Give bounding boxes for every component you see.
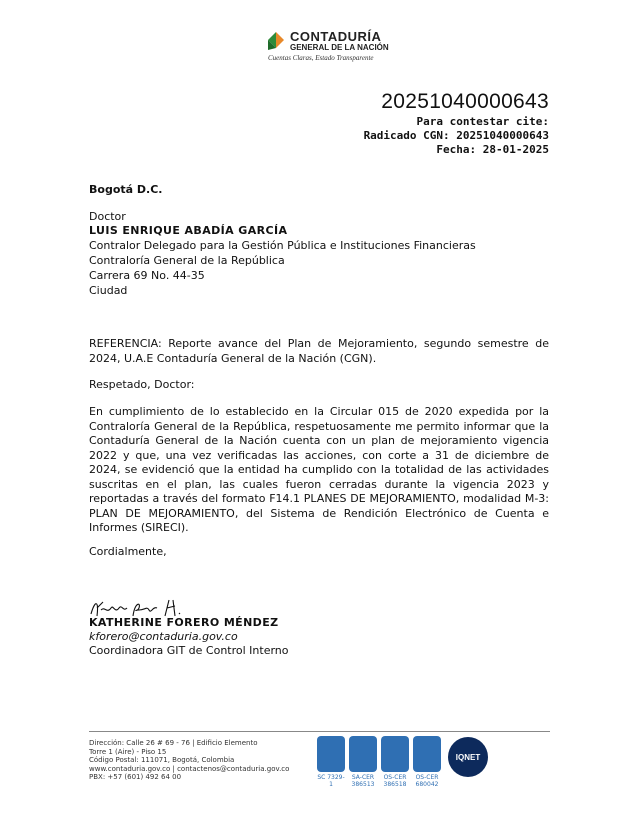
iqnet-label: IQNET: [455, 753, 481, 762]
recipient-line: Carrera 69 No. 44-35: [89, 269, 205, 282]
reference: REFERENCIA: Reporte avance del Plan de Mejoramiento, segundo semestre de 2024, U.A.E Contaduría General de la Nación (CGN).: [89, 337, 549, 365]
cert-code: SA-CER 386513: [351, 774, 375, 788]
recipient-line: Contralor Delegado para la Gestión Pública e Instituciones Financieras: [89, 239, 476, 252]
fecha-line: Fecha: 28-01-2025: [436, 143, 549, 156]
radicado-line: Radicado CGN: 20251040000643: [363, 129, 549, 142]
signer-role: Coordinadora GIT de Control Interno: [89, 644, 289, 657]
cert-code: OS-CER 386518: [383, 774, 407, 788]
recipient-line: Contraloría General de la República: [89, 254, 285, 267]
org-name: CONTADURÍA: [290, 29, 382, 44]
footer-phone: PBX: +57 (601) 492 64 00: [89, 773, 182, 782]
icontec-cert-icon: [413, 736, 441, 772]
body-paragraph: En cumplimiento de lo establecido en la Circular 015 de 2020 expedida por la Contraloría General de la República, respetuosamente me permito informar que la Contaduría General de la Nación cuenta con un plan de mejoramiento vigencia 2022 y que, una vez verificadas las acciones, con corte a 31 de diciembre de 2024, se evidenció que la entidad ha cumplido con la totalidad de las actividades suscritas en el plan, las cuales fueron cerradas durante la vigencia 2023 y reportadas a través del formato F14.1 PLANES DE MEJORAMIENTO, modalidad M-3: PLAN DE MEJORAMIENTO, del Sistema de Rendición Electrónico de Cuenta e Informes (SIRECI).: [89, 405, 549, 534]
footer-contact: www.contaduria.gov.co | contactenos@contaduria.gov.co: [89, 764, 290, 773]
cert-code: SC 7329-1: [317, 774, 345, 788]
icontec-cert-icon: [349, 736, 377, 772]
recipient-name: LUIS ENRIQUE ABADÍA GARCÍA: [89, 224, 288, 237]
footer-address: Código Postal: 111071, Bogotá, Colombia: [89, 756, 235, 765]
signer-email[interactable]: kforero@contaduria.gov.co: [89, 630, 238, 643]
salutation-title: Doctor: [89, 210, 126, 223]
greeting: Respetado, Doctor:: [89, 378, 195, 391]
footer-address: Dirección: Calle 26 # 69 - 76 | Edificio Elemento: [89, 739, 258, 747]
icontec-cert-icon: [381, 736, 409, 772]
footer-divider: [89, 731, 550, 732]
cite-label: Para contestar cite:: [416, 115, 549, 128]
org-tagline: Cuentas Claras, Estado Transparente: [268, 54, 374, 62]
radicado-number: 20251040000643: [381, 90, 549, 113]
cert-code: OS-CER 680042: [415, 774, 439, 788]
closing: Cordialmente,: [89, 545, 167, 558]
signer-name: KATHERINE FORERO MÉNDEZ: [89, 616, 279, 629]
recipient-line: Ciudad: [89, 284, 128, 297]
org-subtitle: GENERAL DE LA NACIÓN: [290, 43, 389, 52]
footer-address: Torre 1 (Aire) - Piso 15: [89, 747, 167, 756]
city: Bogotá D.C.: [89, 183, 163, 196]
icontec-cert-icon: [317, 736, 345, 772]
